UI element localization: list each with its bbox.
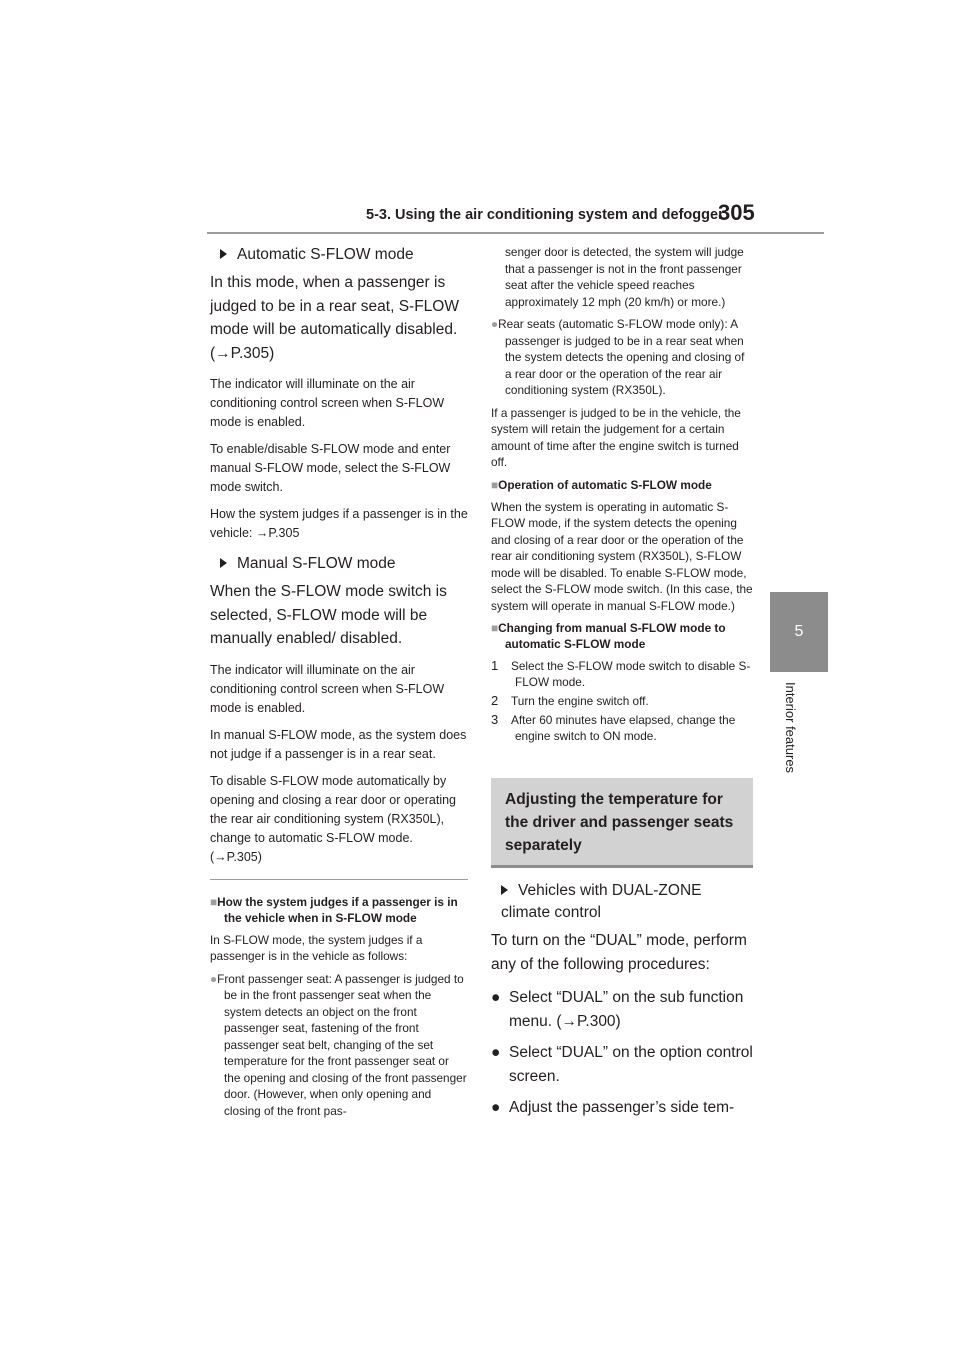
list-item: ●Rear seats (automatic S-FLOW mode only): A passenger is judged to be in a rear seat when the system detects the opening and closing of a rear door or the operation of the rear air conditioning system (RX350L). — [491, 317, 745, 397]
divider — [210, 879, 468, 880]
list-item: ● Select “DUAL” on the sub function menu. (→P.300) — [491, 986, 753, 1033]
note: When the system is operating in automatic S-FLOW mode, if the system detects the opening and closing of a rear door or the operation of the rear air conditioning system (RX350L), S-FLOW mode will be disabled. To enable S-FLOW mode, select the S-FLOW mode switch. (In this case, the system will operate in manual S-FLOW mode.) — [491, 499, 753, 613]
triangle-bullet-icon — [220, 558, 227, 568]
subheading-auto: Automatic S-FLOW mode — [220, 244, 468, 266]
chapter-tab-label-wrap — [780, 682, 804, 802]
square-bullet-icon: ■ — [491, 477, 499, 492]
info-heading: ■Changing from manual S-FLOW mode to automatic S-FLOW mode — [491, 621, 726, 651]
dot-bullet-icon: ● — [491, 1099, 501, 1116]
note: The indicator will illuminate on the air conditioning control screen when S-FLOW mode is enabled. — [210, 662, 445, 715]
list-item-continued: senger door is detected, the system will judge that a passenger is not in the front passenger seat after the vehicle speed reaches approximately 12 mph (20 km/h) or more.) — [505, 245, 744, 309]
note: To disable S-FLOW mode automatically by opening and closing a rear door or operating the rear air conditioning system (RX350L), change to automatic S-FLOW mode. (→P.305) — [210, 773, 457, 864]
header-section-title: 5-3. Using the air conditioning system and defogger — [366, 207, 724, 223]
triangle-bullet-icon — [501, 885, 508, 895]
section-title-box: Adjusting the temperature for the driver and passenger seats separately — [491, 778, 753, 868]
left-column — [210, 244, 468, 1125]
paragraph: To turn on the “DUAL” mode, perform any of the following procedures: — [491, 932, 747, 973]
triangle-bullet-icon — [220, 249, 227, 259]
note: In S-FLOW mode, the system judges if a passenger is in the vehicle as follows: — [210, 932, 423, 963]
info-heading: ■How the system judges if a passenger is in the vehicle when in S-FLOW mode — [210, 894, 458, 925]
note: If a passenger is judged to be in the vehicle, the system will retain the judgement for a certain amount of time after the engine switch is turned off. — [491, 405, 741, 469]
info-heading: ■Operation of automatic S-FLOW mode — [491, 477, 712, 492]
list-item: ● Select “DUAL” on the option control screen. — [491, 1041, 753, 1088]
subheading-manual: Manual S-FLOW mode — [220, 553, 468, 575]
note: How the system judges if a passenger is in the vehicle: →P.305 — [210, 507, 468, 540]
chapter-label: Interior features — [783, 682, 798, 774]
note: The indicator will illuminate on the air conditioning control screen when S-FLOW mode is enabled. — [210, 377, 445, 429]
paragraph: When the S-FLOW mode switch is selected, S-FLOW mode will be manually enabled/ disabled. — [210, 583, 447, 647]
dot-bullet-icon: ● — [491, 1044, 501, 1061]
step-item: 3 After 60 minutes have elapsed, change the engine switch to ON mode. — [491, 712, 736, 743]
note: To enable/disable S-FLOW mode and enter manual S-FLOW mode, select the S-FLOW mode switch. — [210, 442, 451, 494]
paragraph: In this mode, when a passenger is judged to be in a rear seat, S-FLOW mode will be automatically disabled. (→P.305) — [210, 274, 459, 362]
dot-bullet-icon: ● — [491, 989, 501, 1006]
square-bullet-icon: ■ — [210, 894, 218, 909]
step-item: 2 Turn the engine switch off. — [491, 693, 649, 708]
list-item: ● Adjust the passenger’s side tem- — [491, 1096, 753, 1120]
chapter-tab — [770, 592, 828, 672]
dot-bullet-icon: ● — [491, 317, 499, 331]
page-number: 305 — [718, 200, 755, 225]
list-item: ●Front passenger seat: A passenger is judged to be in the front passenger seat when the system detects an object on the front passenger seat, fastening of the front passenger seat belt, changing of the set temperature for the front passenger seat or the opening and closing of the front passenger door. (However, when only opening and closing of the front pas- — [210, 971, 467, 1118]
subheading-dual: Vehicles with DUAL-ZONE climate control — [501, 882, 702, 921]
note: In manual S-FLOW mode, as the system does not judge if a passenger is in a rear seat. — [210, 727, 467, 761]
header-rule — [207, 232, 824, 234]
chapter-number: 5 — [794, 623, 804, 640]
square-bullet-icon: ■ — [491, 621, 499, 635]
right-column — [491, 244, 753, 1128]
step-item: 1 Select the S-FLOW mode switch to disable S-FLOW mode. — [491, 658, 751, 689]
dot-bullet-icon: ● — [210, 971, 218, 986]
